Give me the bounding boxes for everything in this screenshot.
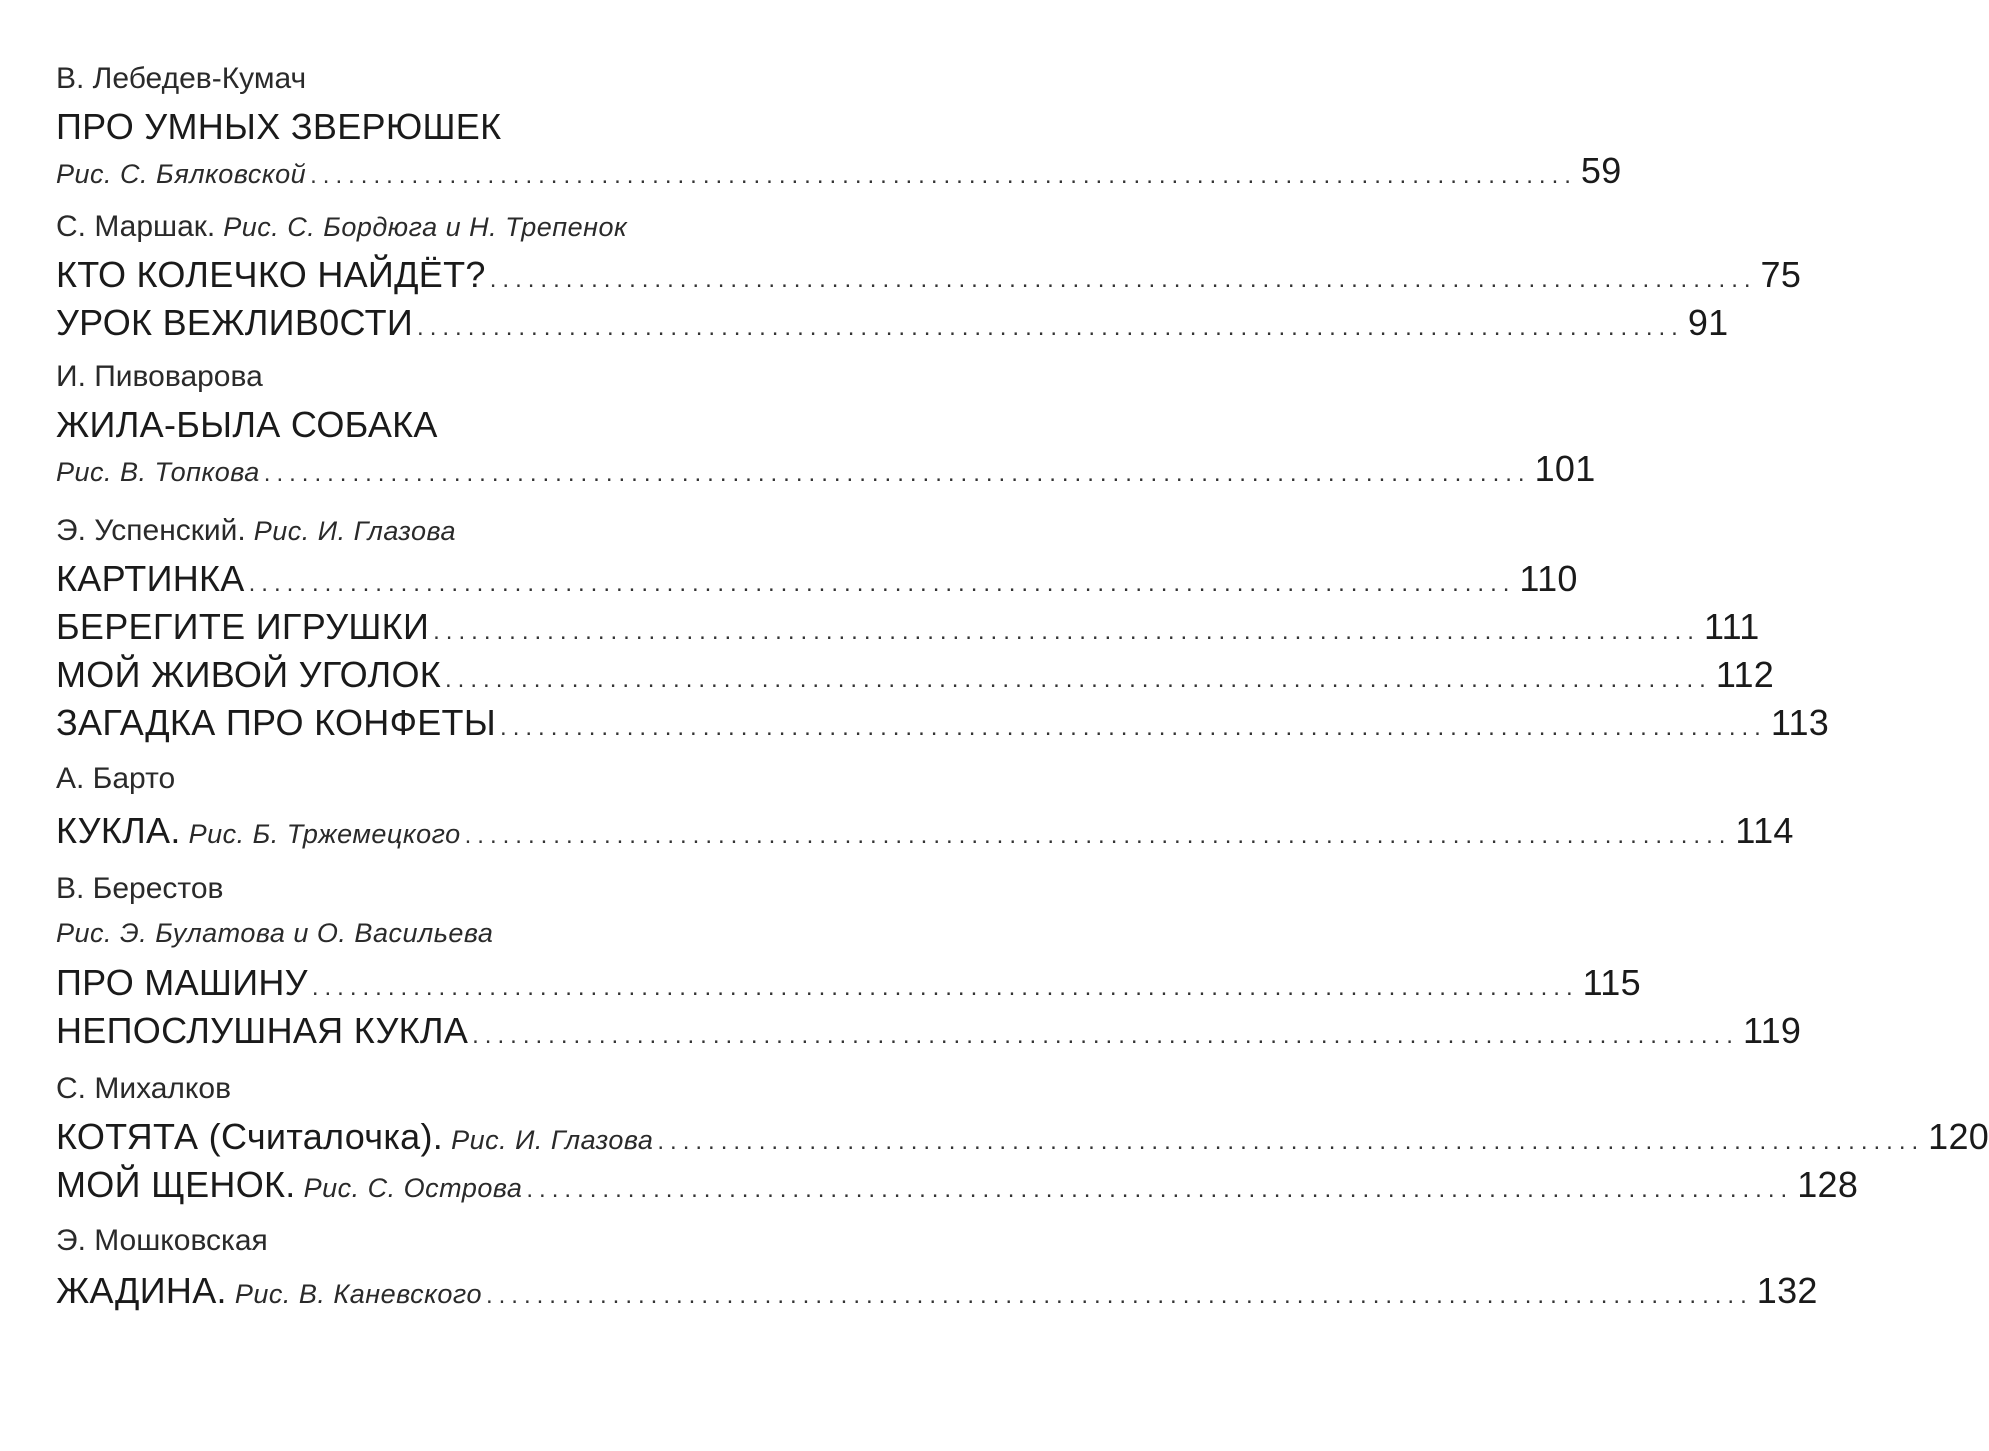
author-name [56,872,906,922]
toc-entry-title: КУКЛА. [56,810,181,851]
author-name [56,1224,906,1274]
illustrator-credit: Рис. Э. Булатова и О. Васильева [56,918,494,948]
illustrator-credit: Рис. В. Каневского [234,1279,482,1309]
author-lebedev-kumach: В. Лебедев-Кумач [56,62,307,95]
toc-entry-title: ЗАГАДКА ПРО КОНФЕТЫ [56,702,497,743]
toc-title-line [56,404,906,454]
toc-entry-title: ЖАДИНА. [56,1270,227,1311]
toc-entry-title: КАРТИНКА [56,558,245,599]
toc-entry-title: КТО КОЛЕЧКО НАЙДЁТ? [56,254,486,295]
page-number: 101 [1534,448,1596,489]
author-name [56,62,906,112]
toc-entry[interactable] [56,1270,1818,1320]
toc-entry-title: БЕРЕГИТЕ ИГРУШКИ [56,606,430,647]
toc-entry[interactable] [56,702,1830,752]
page-number: 114 [1735,810,1794,851]
dot-leader: .................................................................................................... [657,1128,1925,1155]
toc-entry[interactable] [56,558,1578,608]
author-barto: А. Барто [56,762,176,795]
page-number: 132 [1756,1270,1818,1311]
author-mikhalkov: С. Михалков [56,1072,232,1105]
toc-entry-title: НЕПОСЛУШНАЯ КУКЛА [56,1010,469,1051]
author-name [56,360,906,410]
illustrator-credit: Рис. С. Бордюга и Н. Трепенок [223,212,628,242]
toc-entry-title: КОТЯТА (Считалочка). [56,1116,444,1157]
author-name [56,1072,906,1122]
dot-leader: .................................................................................................... [417,314,1684,341]
toc-entry[interactable] [56,448,1596,498]
toc-entry[interactable] [56,254,1802,304]
toc-entry[interactable] [56,606,1760,656]
author-moshkovskaya: Э. Мошковская [56,1224,268,1257]
toc-entry-title: ЖИЛА-БЫЛА СОБАКА [56,404,438,445]
toc-entry[interactable] [56,654,1775,704]
author-name [56,210,906,260]
author-marshak: С. Маршак. [56,210,216,243]
page-number: 115 [1582,962,1641,1003]
illustrator-credit: Рис. Б. Тржемецкого [188,819,461,849]
page-number: 113 [1770,702,1830,743]
toc-entry-title: ПРО МАШИНУ [56,962,308,1003]
illustrator-credit: Рис. С. Острова [303,1173,523,1203]
dot-leader: .................................................................................................... [500,714,1767,741]
author-pivovarova: И. Пивоварова [56,360,263,393]
page-number: 59 [1580,150,1622,191]
toc-title-line [56,106,906,156]
illustrator-credit: Рис. И. Глазова [253,516,457,546]
author-berestov: В. Берестов [56,872,224,905]
dot-leader: .................................................................................................... [248,570,1516,597]
toc-entry-title: МОЙ ЖИВОЙ УГОЛОК [56,654,442,695]
toc-entry[interactable] [56,1116,1989,1166]
illustrator-credit: Рис. В. Топкова [56,457,260,487]
toc-entry[interactable] [56,1164,1859,1214]
dot-leader: .................................................................................................... [472,1022,1739,1049]
toc-entry[interactable] [56,302,1729,352]
page-number: 110 [1519,558,1578,599]
page-number: 111 [1703,606,1760,647]
page-number: 75 [1760,254,1802,295]
dot-leader: .................................................................................................... [311,974,1579,1001]
dot-leader: .................................................................................................... [433,618,1700,645]
page-number: 120 [1928,1116,1989,1157]
illustrator-line [56,918,906,968]
dot-leader: .................................................................................................... [485,1282,1753,1309]
page-number: 91 [1687,302,1729,343]
author-name [56,514,906,564]
illustrator-credit: Рис. С. Бялковской [56,159,307,189]
illustrator-credit: Рис. И. Глазова [451,1125,654,1155]
toc-entry-title: МОЙ ЩЕНОК. [56,1164,296,1205]
dot-leader: .................................................................................................... [263,460,1531,487]
toc-entry-title: УРОК ВЕЖЛИВ0СТИ [56,302,414,343]
toc-entry[interactable] [56,810,1794,860]
author-name [56,762,906,812]
dot-leader: .................................................................................................... [464,822,1732,849]
page-number: 119 [1742,1010,1802,1051]
dot-leader: .................................................................................................... [489,266,1757,293]
toc-entry[interactable] [56,150,1622,200]
dot-leader: .................................................................................................... [526,1176,1794,1203]
toc-entry-title: ПРО УМНЫХ ЗВЕРЮШЕК [56,106,502,147]
toc-entry[interactable] [56,1010,1802,1060]
dot-leader: .................................................................................................... [310,162,1577,189]
dot-leader: .................................................................................................... [445,666,1712,693]
page-number: 112 [1715,654,1775,695]
author-uspensky: Э. Успенский. [56,514,246,547]
page-number: 128 [1797,1164,1859,1205]
toc-entry[interactable] [56,962,1641,1012]
